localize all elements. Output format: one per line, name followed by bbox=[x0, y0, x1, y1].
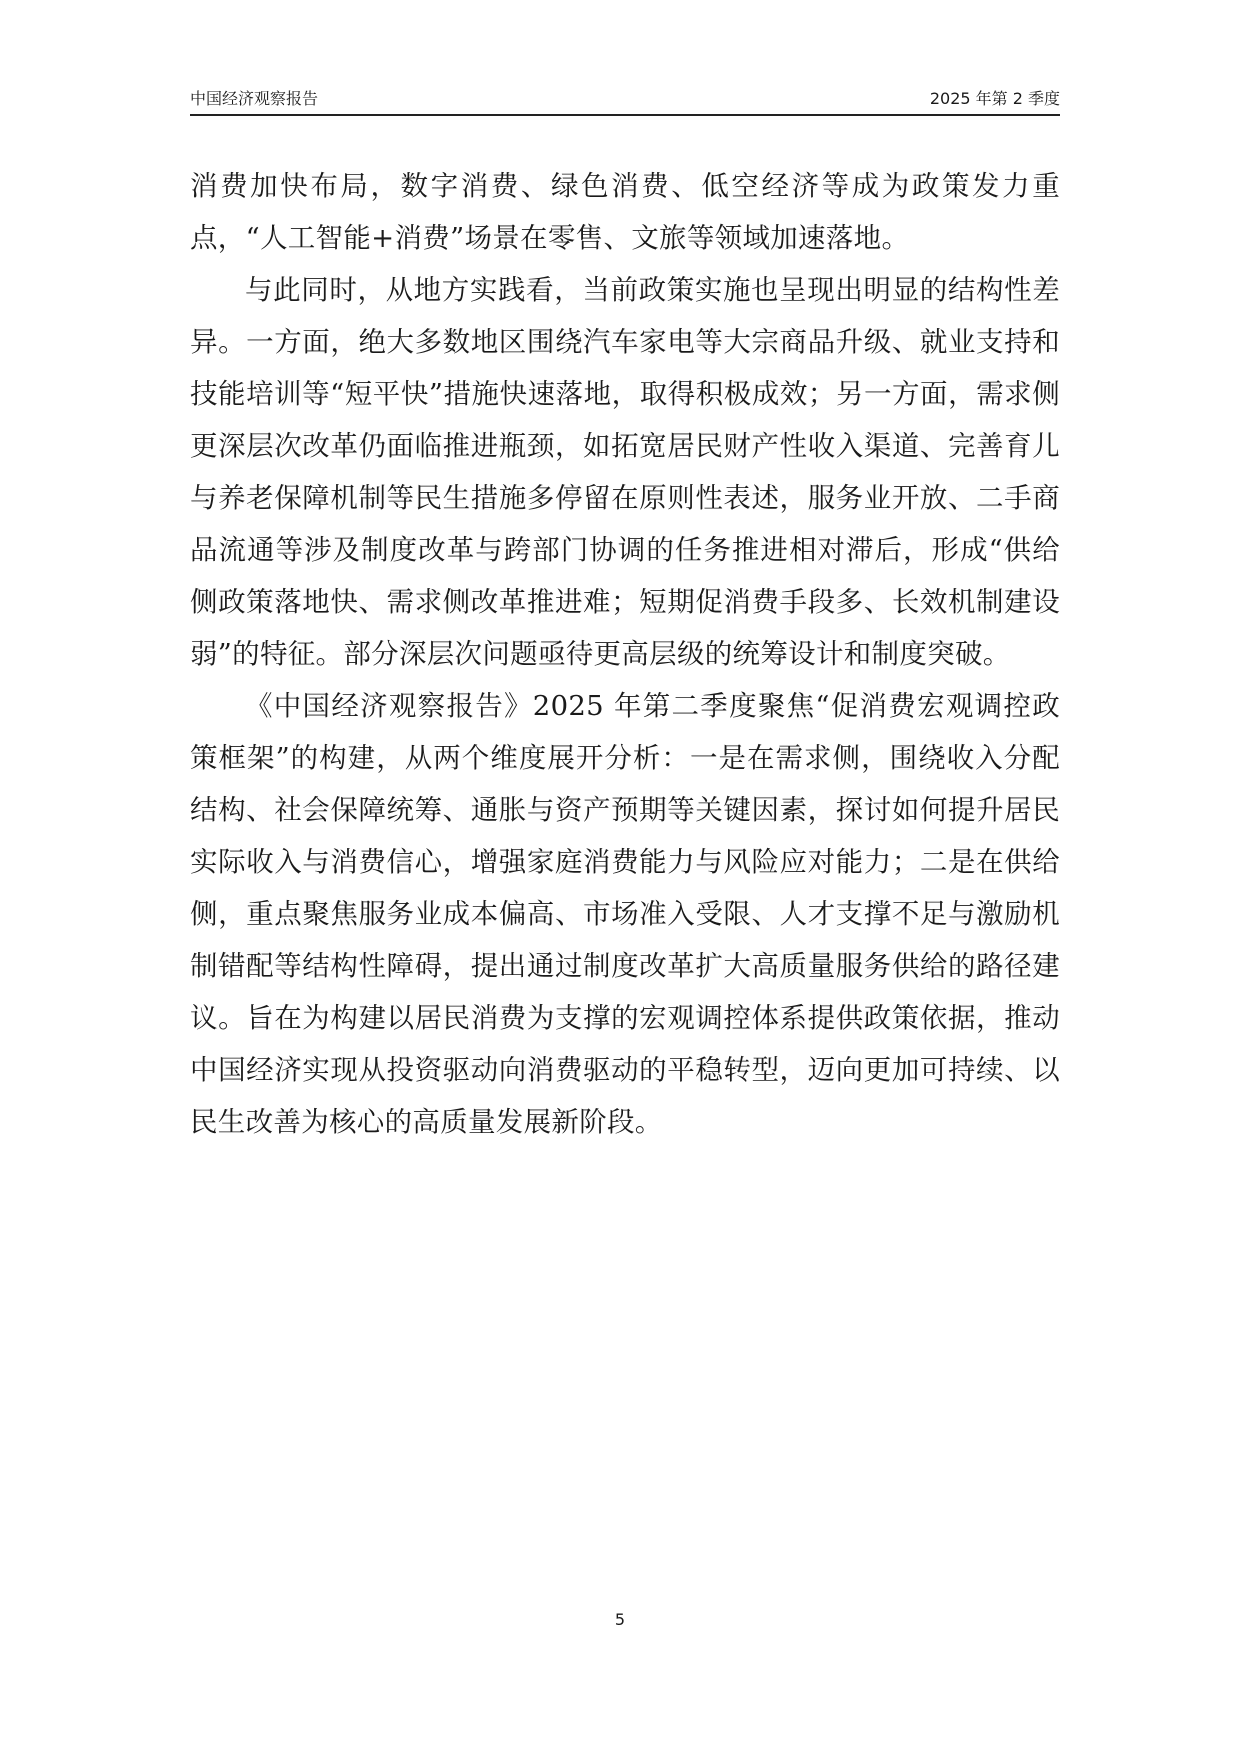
page-number: 5 bbox=[614, 1610, 626, 1629]
body-text bbox=[190, 160, 1060, 1148]
paragraph-structural-differences: 与此同时，从地方实践看，当前政策实施也呈现出明显的结构性差异。一方面，绝大多数地区围绕汽车家电等大宗商品升级、就业支持和技能培训等“短平快”措施快速落地，取得积极成效；另一方面，需求侧更深层次改革仍面临推进瓶颈，如拓宽居民财产性收入渠道、完善育儿与养老保障机制等民生措施多停留在原则性表述，服务业开放、二手商品流通等涉及制度改革与跨部门协调的任务推进相对滞后，形成“供给侧政策落地快、需求侧改革推进难；短期促消费手段多、长效机制建设弱”的特征。部分深层次问题亟待更高层级的统筹设计和制度突破。 bbox=[190, 274, 1060, 670]
report-period: 2025 年第 2 季度 bbox=[929, 89, 1060, 108]
paragraph-continuation: 消费加快布局，数字消费、绿色消费、低空经济等成为政策发力重点，“人工智能+消费”场景在零售、文旅等领域加速落地。 bbox=[190, 170, 1060, 254]
running-header bbox=[190, 88, 1060, 116]
paragraph-report-focus: 《中国经济观察报告》2025 年第二季度聚焦“促消费宏观调控政策框架”的构建，从两个维度展开分析：一是在需求侧，围绕收入分配结构、社会保障统筹、通胀与资产预期等关键因素，探讨如何提升居民实际收入与消费信心，增强家庭消费能力与风险应对能力；二是在供给侧，重点聚焦服务业成本偏高、市场准入受限、人才支撑不足与激励机制错配等结构性障碍，提出通过制度改革扩大高质量服务供给的路径建议。旨在为构建以居民消费为支撑的宏观调控体系提供政策依据，推动中国经济实现从投资驱动向消费驱动的平稳转型，迈向更加可持续、以民生改善为核心的高质量发展新阶段。 bbox=[190, 690, 1060, 1138]
report-title: 中国经济观察报告 bbox=[190, 89, 319, 108]
